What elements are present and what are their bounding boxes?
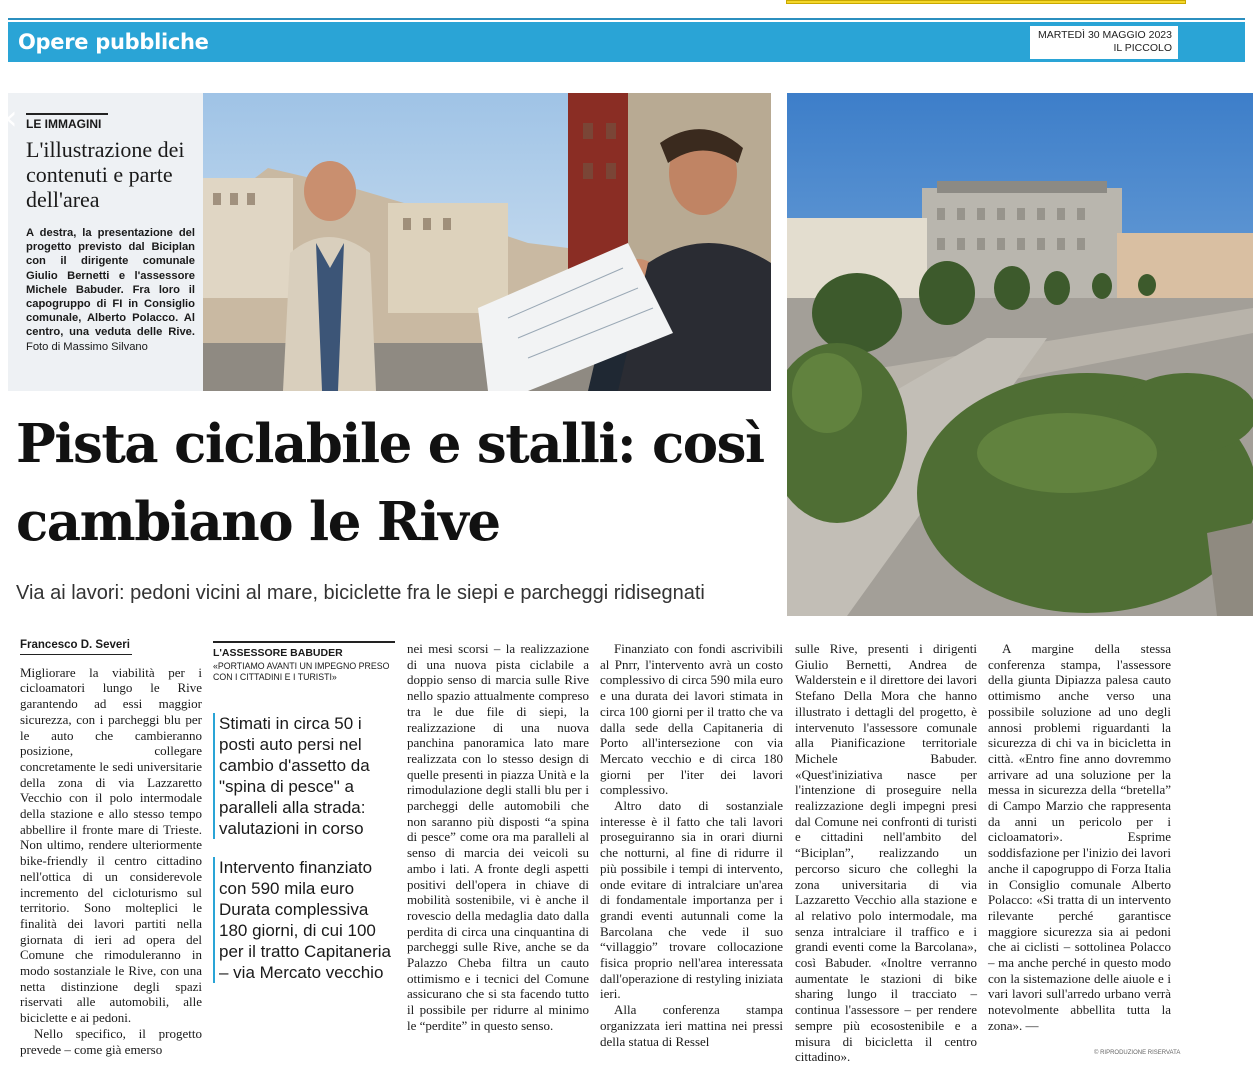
copyright-notice: © RIPRODUZIONE RISERVATA (1094, 1050, 1181, 1056)
paragraph: sulle Rive, presenti i dirigenti Giulio Bernetti, Andrea de Walderstein e il direttore dei lavori Stefano Della Mora che hanno illustrato i dettagli del progetto, è intervenuto l'assessore comunale alla Pianificazione territoriale Michele Babuder. «Quest'iniziativa nasce per l'intenzione di proseguire nella realizzazione degli impegni presi dal Comune nei confronti di turisti e cittadini nell'ambito del “Biciplan”, realizzando un percorso sicuro che colleghi la zona universitaria di via Lazzaretto Vecchio alla stazione e al relativo polo intermodale, ma senza intralciare il traffico e i grandi eventi come la Barcolana», così Babuder. «Inoltre verranno aumentate le stazioni di bike sharing lungo il tracciato – continua l'assessore – per rendere sempre più ecosostenibile e a misura di bicicletta il centro cittadino». (795, 641, 977, 1065)
chevron-left-icon: ‹ (4, 98, 18, 138)
newspaper-name: IL PICCOLO (1113, 42, 1172, 54)
paragraph: Finanziato con fondi ascrivibili al Pnrr, l'intervento avrà un costo complessivo di circa 590 mila euro e una durata dei lavori stimata in circa 100 giorni per il tratto che va dalla sede della Capitaneria di Porto all'intersezione con via Mercato vecchio e di circa 180 giorni per l'iter dei lavori complessivo. (600, 641, 783, 798)
paragraph: Altro dato di sostanziale interesse è il fatto che tali lavori proseguiranno sia in orari diurni che notturni, al fine di ridurre il più possibile i tempi di intervento, onde evitare di intralciare un'area di fondamentale importanza per i grandi eventi autunnali come la Barcolana che vede il suo “villaggio” trovare collocazione fisica proprio nell'area interessata dall'operazione di restyling iniziata ieri. (600, 798, 783, 1002)
article-column-1 (20, 638, 202, 1057)
sidebar-highlight-parking: Stimati in circa 50 i posti auto persi nel cambio d'assetto da "spina di pesce" a paralleli alla strada: valutazioni in corso (213, 713, 395, 839)
caption-body: A destra, la presentazione del progetto previsto dal Biciplan con il dirigente comunale Giulio Bernetti e l'assessore Michele Babuder. Fra loro il capogruppo di FI in Consiglio comunale, Alberto Polacco. Al centro, una veduta delle Rive. (26, 227, 195, 339)
photo-rive (787, 93, 1253, 616)
subheadline: Via ai lavori: pedoni vicini al mare, biciclette fra le siepi e parcheggi ridisegnati (16, 582, 705, 604)
photo-rive-image (787, 93, 1253, 616)
dateline (1030, 26, 1178, 59)
caption-title: L'illustrazione dei contenuti e parte dell'area (26, 137, 185, 212)
sidebar-highlight-funding: Intervento finanziato con 590 mila euro Durata complessiva 180 giorni, di cui 100 per il tratto Capitaneria – via Mercato vecchio (213, 857, 395, 983)
article-column-5 (795, 641, 977, 1065)
photo-credit: Foto di Massimo Silvano (26, 340, 148, 353)
article-column-3 (407, 641, 589, 1034)
sidebar (213, 641, 395, 983)
paragraph: A margine della stessa conferenza stampa, l'assessore della giunta Dipiazza palesa cauto ottimismo anche verso una possibile soluzione ad uno degli annosi problemi riguardanti la sicurezza di chi va in bicicletta in città. «Entro fine anno dovremmo arrivare ad una soluzione per la messa in sicurezza della “bretella” di Campo Marzio che rappresenta da anni un pericolo per i cicloamatori». Esprime soddisfazione per l'inizio dei lavori anche il capogruppo di Forza Italia in Consiglio comunale Alberto Polacco: «Si tratta di un intervento rilevante perché garantisce maggiore sicurezza sia ai pedoni che ai ciclisti – sottolinea Polacco – ma anche perché in questo modo con la sistemazione delle aiuole e i vari lavori sull'arredo urbano verrà notevolmente abbellita tutta la zona». — (988, 641, 1171, 1033)
paragraph: Nello specifico, il progetto prevede – come già emerso (20, 1025, 202, 1057)
headline: Pista ciclabile e stalli: così cambiano le Rive (16, 413, 764, 553)
top-banner-strip (786, 0, 1186, 4)
paragraph: Migliorare la viabilità per i cicloamatori lungo le Rive garantendo ad essi maggior sicurezza, con i parcheggi blu per le auto che cambieranno posizione, collegare concretamente le sedi universitarie della zona di via Lazzaretto Vecchio con il polo intermodale della stazione e allo stesso tempo abbellire il fronte mare di Trieste. Non ultimo, rendere ulteriormente bike-friendly il centro cittadino nell'ottica di un considerevole incremento del cicloturismo sul territorio. Sono molteplici le finalità dei lavori partiti nella giornata di ieri ad opera del Comune che rimoduleranno in modo sostanziale le Rive, con una netta distinzione degli spazi riservati alle automobili, alle biciclette e ai pedoni. (20, 664, 202, 1026)
section-title: Opere pubbliche (18, 30, 209, 54)
article-column-6 (988, 641, 1171, 1034)
caption-text (26, 226, 195, 354)
caption-kicker: LE IMMAGINI (26, 113, 108, 131)
article-column-4 (600, 641, 783, 1049)
byline: Francesco D. Severi (20, 638, 132, 655)
sidebar-kicker: L'ASSESSORE BABUDER (213, 641, 395, 659)
issue-date: MARTEDÌ 30 MAGGIO 2023 (1037, 29, 1172, 41)
sidebar-quote: «PORTIAMO AVANTI UN IMPEGNO PRESO CON I CITTADINI E I TURISTI» (213, 661, 390, 682)
top-rule (8, 18, 1245, 20)
paragraph: nei mesi scorsi – la realizzazione di una nuova pista ciclabile a doppio senso di marcia sulle Rive nello spazio attualmente compreso tra le due file di siepi, la realizzazione di una nuova panchina panoramica lato mare realizzata con lo stesso design di quelle presenti in piazza Unità e la rimodulazione degli stalli blu per i parcheggi delle automobili che non saranno più disposti “a spina di pesce” come ora ma paralleli al senso di marcia dei veicoli su ambo i lati. A fronte degli aspetti positivi dell'opera in chiave di mobilità sostenibile, vi è anche il rovescio della medaglia dato dalla perdita di circa una cinquantina di parcheggi sulle Rive, anche se da Palazzo Cheba filtra un cauto ottimismo e i tecnici del Comune assicurano che si sta facendo tutto il possibile per ridurre al minimo le “perdite” in questo senso. (407, 641, 589, 1033)
photo-caption-box (8, 93, 203, 391)
paragraph: Alla conferenza stampa organizzata ieri mattina nei pressi della statua di Ressel (600, 1002, 783, 1049)
